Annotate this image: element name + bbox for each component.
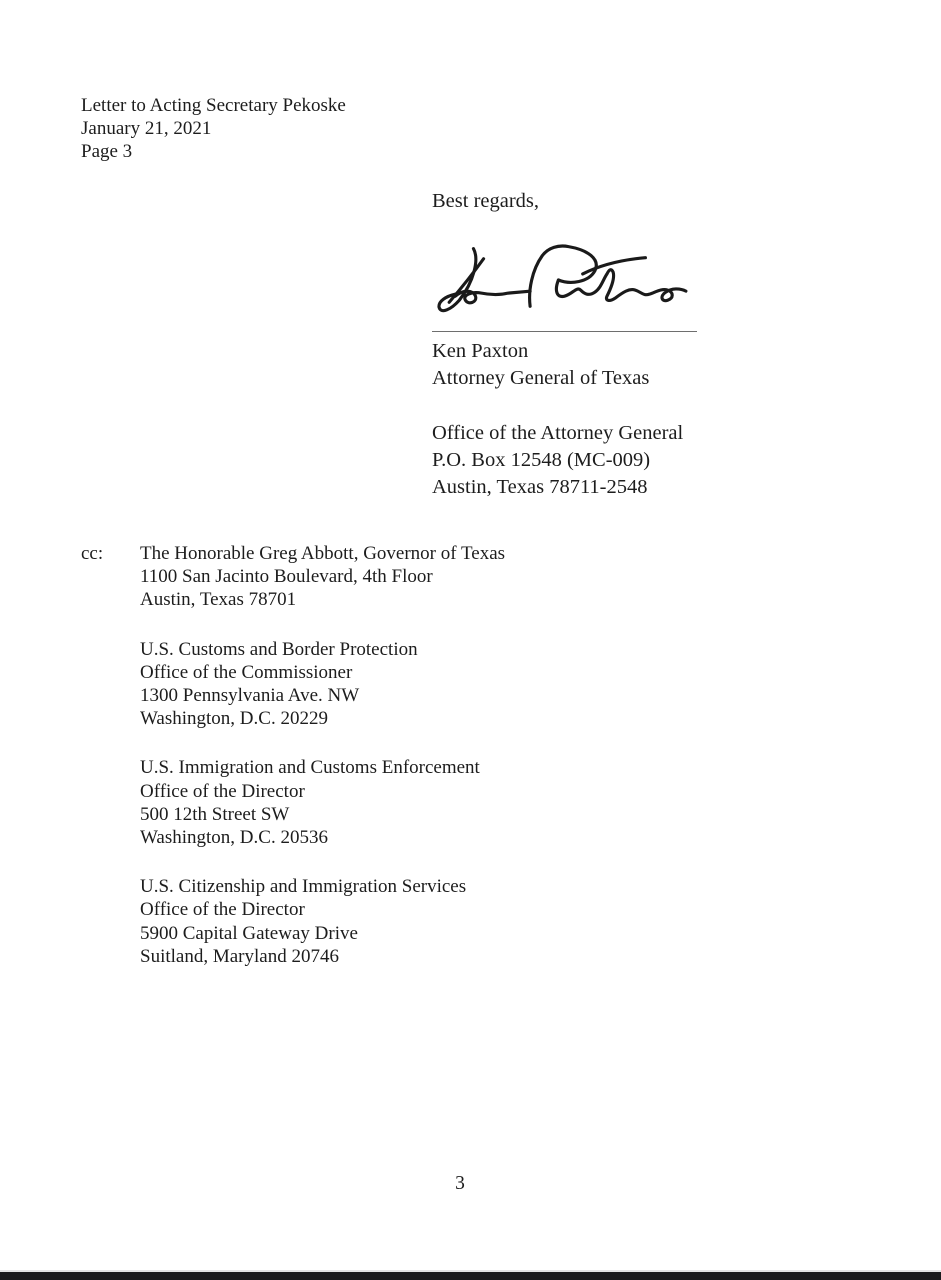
office-address-block bbox=[432, 420, 683, 500]
cc-line: U.S. Immigration and Customs Enforcement bbox=[140, 757, 480, 779]
signer-block bbox=[432, 338, 649, 391]
signer-name: Ken Paxton bbox=[432, 340, 529, 362]
cc-line: Suitland, Maryland 20746 bbox=[140, 945, 339, 967]
cc-line: Washington, D.C. 20536 bbox=[140, 827, 328, 849]
cc-line: Office of the Commissioner bbox=[140, 661, 353, 683]
cc-line: U.S. Customs and Border Protection bbox=[140, 638, 418, 660]
signature-handwriting-icon bbox=[433, 243, 696, 317]
cc-recipient-list bbox=[140, 542, 505, 968]
page-number: 3 bbox=[455, 1173, 465, 1194]
cc-line: U.S. Citizenship and Immigration Services bbox=[140, 876, 467, 898]
cc-line: Office of the Director bbox=[140, 780, 305, 802]
office-city: Austin, Texas 78711-2548 bbox=[432, 475, 648, 498]
cc-line: 500 12th Street SW bbox=[140, 803, 290, 825]
cc-line: 1300 Pennsylvania Ave. NW bbox=[140, 685, 360, 707]
header-line-page: Page 3 bbox=[81, 141, 133, 163]
header-line-date: January 21, 2021 bbox=[81, 118, 212, 140]
cc-recipient-uscis bbox=[140, 875, 505, 968]
cc-line: 5900 Capital Gateway Drive bbox=[140, 922, 358, 944]
cc-line: The Honorable Greg Abbott, Governor of Texas bbox=[140, 543, 506, 564]
cc-label: cc: bbox=[81, 543, 104, 564]
letter-header bbox=[81, 94, 346, 164]
cc-line: Austin, Texas 78701 bbox=[140, 589, 297, 611]
office-name: Office of the Attorney General bbox=[432, 422, 684, 444]
header-line-recipient: Letter to Acting Secretary Pekoske bbox=[81, 95, 346, 116]
signer-title: Attorney General of Texas bbox=[432, 366, 650, 389]
office-po-box: P.O. Box 12548 (MC-009) bbox=[432, 448, 651, 471]
cc-recipient-governor bbox=[140, 542, 505, 612]
cc-line: 1100 San Jacinto Boulevard, 4th Floor bbox=[140, 566, 433, 588]
cc-line: Washington, D.C. 20229 bbox=[140, 708, 328, 730]
cc-line: Office of the Director bbox=[140, 899, 305, 921]
cc-recipient-cbp bbox=[140, 638, 505, 731]
closing-salutation: Best regards, bbox=[432, 190, 540, 212]
bottom-edge-bar bbox=[0, 1272, 941, 1280]
signature-line bbox=[432, 331, 697, 332]
cc-recipient-ice bbox=[140, 756, 505, 849]
